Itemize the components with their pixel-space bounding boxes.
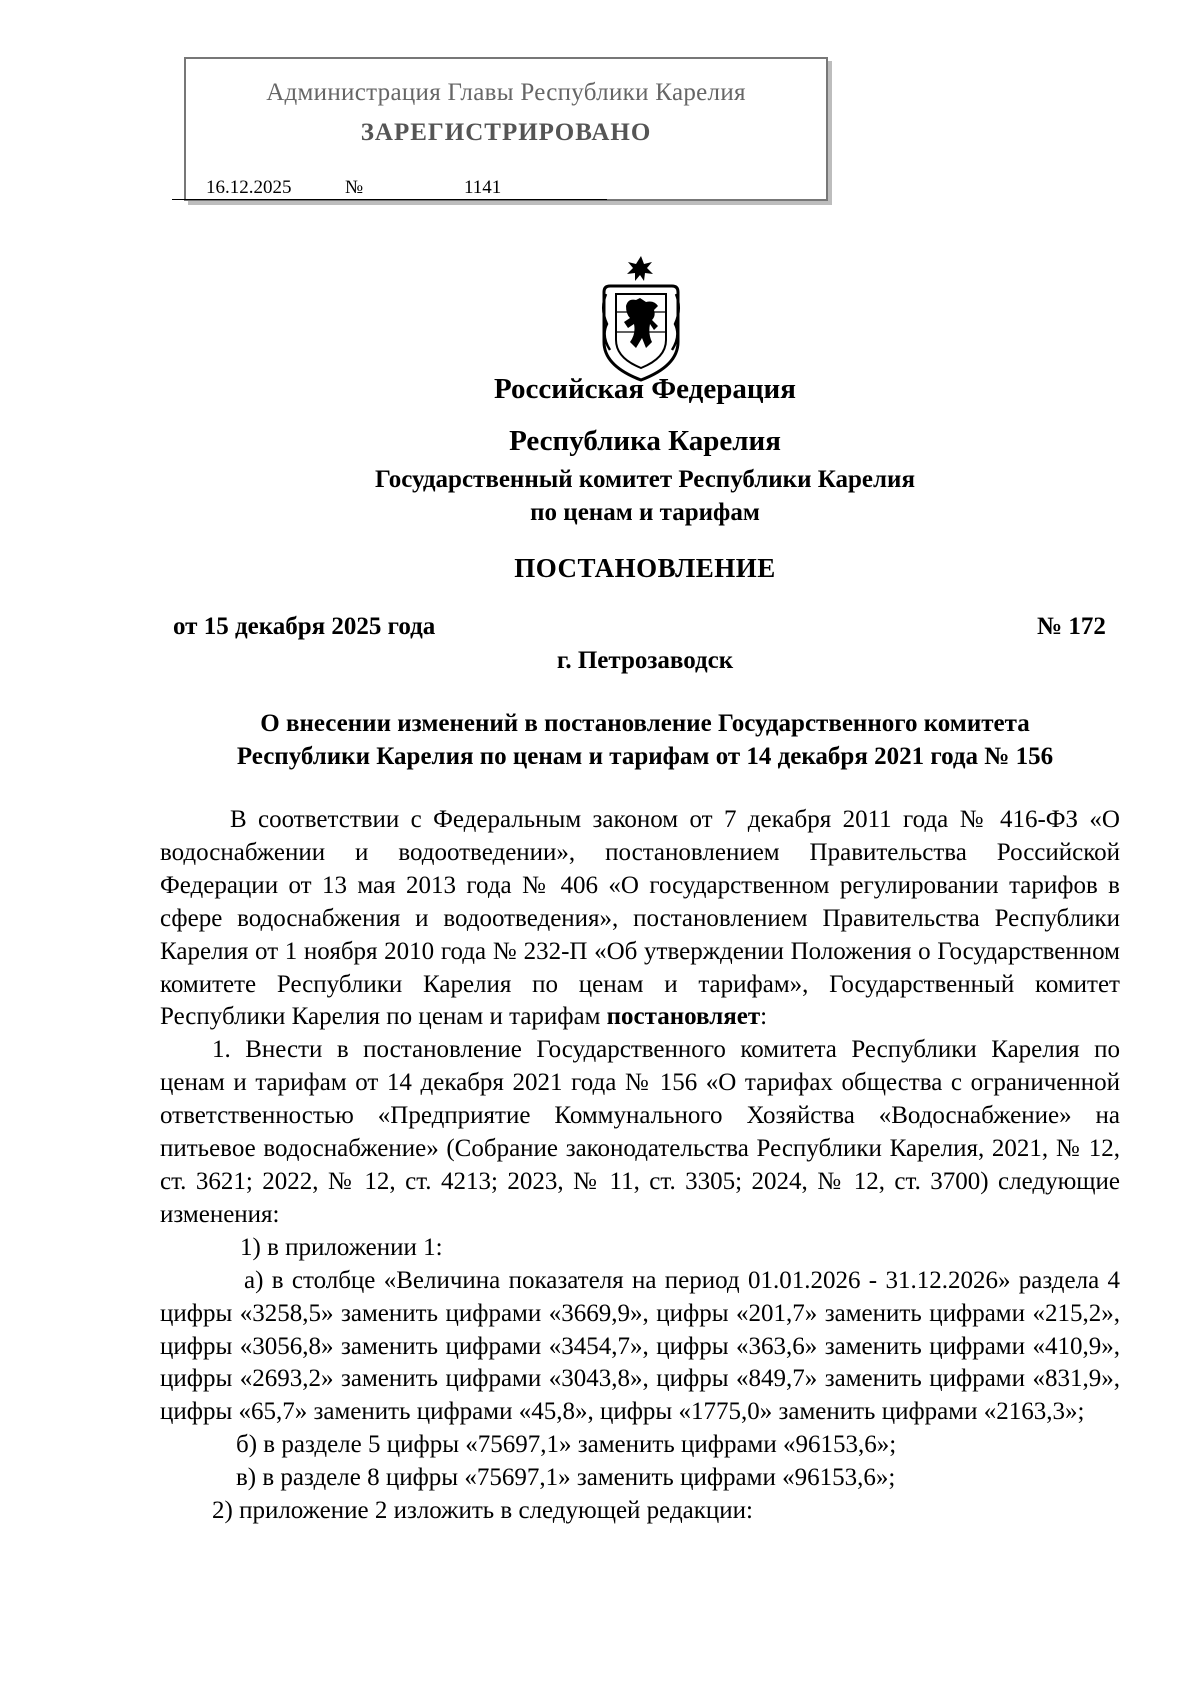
committee-heading-line1: Государственный комитет Республики Карелия	[375, 466, 915, 493]
item-1: 1. Внести в постановление Государственного комитета Республики Карелия по ценам и тарифам от 14 декабря 2021 года № 156 «О тарифах общества с ограниченной ответственностью «Предприятие Коммунального Хозяйства «Водоснабжение» на питьевое водоснабжение» (Собрание законодательства Республики Карелия, 2021, № 12, ст. 3621; 2022, № 12, ст. 4213; 2023, № 11, ст. 3305; 2024, № 12, ст. 3700) следующие изменения:	[160, 1036, 1120, 1228]
stamp-registration-line	[172, 169, 607, 200]
document-title-line1: О внесении изменений в постановление Государственного комитета	[260, 710, 1030, 737]
document-date: от 15 декабря 2025 года	[173, 613, 436, 640]
preamble-resolves: постановляет	[606, 1003, 761, 1031]
preamble-paragraph	[160, 804, 1120, 1034]
country-heading: Российская Федерация	[494, 373, 796, 405]
preamble-colon: :	[760, 1003, 768, 1031]
stamp-date: 16.12.2025	[206, 177, 292, 198]
republic-heading: Республика Карелия	[509, 425, 781, 457]
registration-stamp	[184, 57, 828, 201]
item-1-1-a: а) в столбце «Величина показателя на период 01.01.2026 - 31.12.2026» раздела 4 цифры «3258,5» заменить цифрами «3669,9», цифры «201,7» заменить цифрами «215,2», цифры «3056,8» заменить цифрами «3454,7», цифры «363,6» заменить цифрами «410,9», цифры «2693,2» заменить цифрами «3043,8», цифры «849,7» заменить цифрами «831,9», цифры «65,7» заменить цифрами «45,8», цифры «1775,0» заменить цифрами «2163,3»;	[160, 1266, 1120, 1426]
committee-heading-line2: по ценам и тарифам	[530, 499, 760, 526]
bear-shape	[624, 298, 658, 348]
stamp-number-sign: №	[345, 177, 364, 198]
document-title-line2: Республики Карелия по ценам и тарифам от 14 декабря 2021 года № 156	[236, 743, 1054, 770]
stamp-line-gap	[322, 177, 340, 179]
document-city: г. Петрозаводск	[556, 647, 734, 674]
item-1-1: 1) в приложении 1:	[240, 1233, 443, 1261]
preamble-text: В соответствии с Федеральным законом от 7 декабря 2011 года № 416-ФЗ «О водоснабжении и водоотведении», постановлением Правительства Российской Федерации от 13 мая 2013 года № 406 «О государственном регулировании тарифов в сфере водоснабжения и водоотведения», постановлением Правительства Республики Карелия от 1 ноября 2010 года № 232-П «Об утверждении Положения о Государственном комитете Республики Карелия по ценам и тарифам», Государственный комитет Республики Карелия по ценам и тарифам	[160, 806, 1120, 1031]
document-type: ПОСТАНОВЛЕНИЕ	[514, 553, 776, 583]
star-shape	[627, 256, 653, 281]
item-1-1-b: б) в разделе 5 цифры «75697,1» заменить цифрами «96153,6»;	[236, 1431, 897, 1459]
stamp-number: 1141	[464, 177, 502, 198]
stamp-status: ЗАРЕГИСТРИРОВАНО	[360, 119, 652, 146]
stamp-organization: Администрация Главы Республики Карелия	[266, 79, 746, 106]
item-1-2: 2) приложение 2 изложить в следующей редакции:	[212, 1497, 753, 1525]
karelia-coat-of-arms-icon	[598, 254, 684, 382]
document-number: № 172	[1037, 613, 1106, 640]
item-1-1-c: в) в разделе 8 цифры «75697,1» заменить цифрами «96153,6»;	[236, 1464, 896, 1492]
document-body	[160, 804, 1120, 1528]
